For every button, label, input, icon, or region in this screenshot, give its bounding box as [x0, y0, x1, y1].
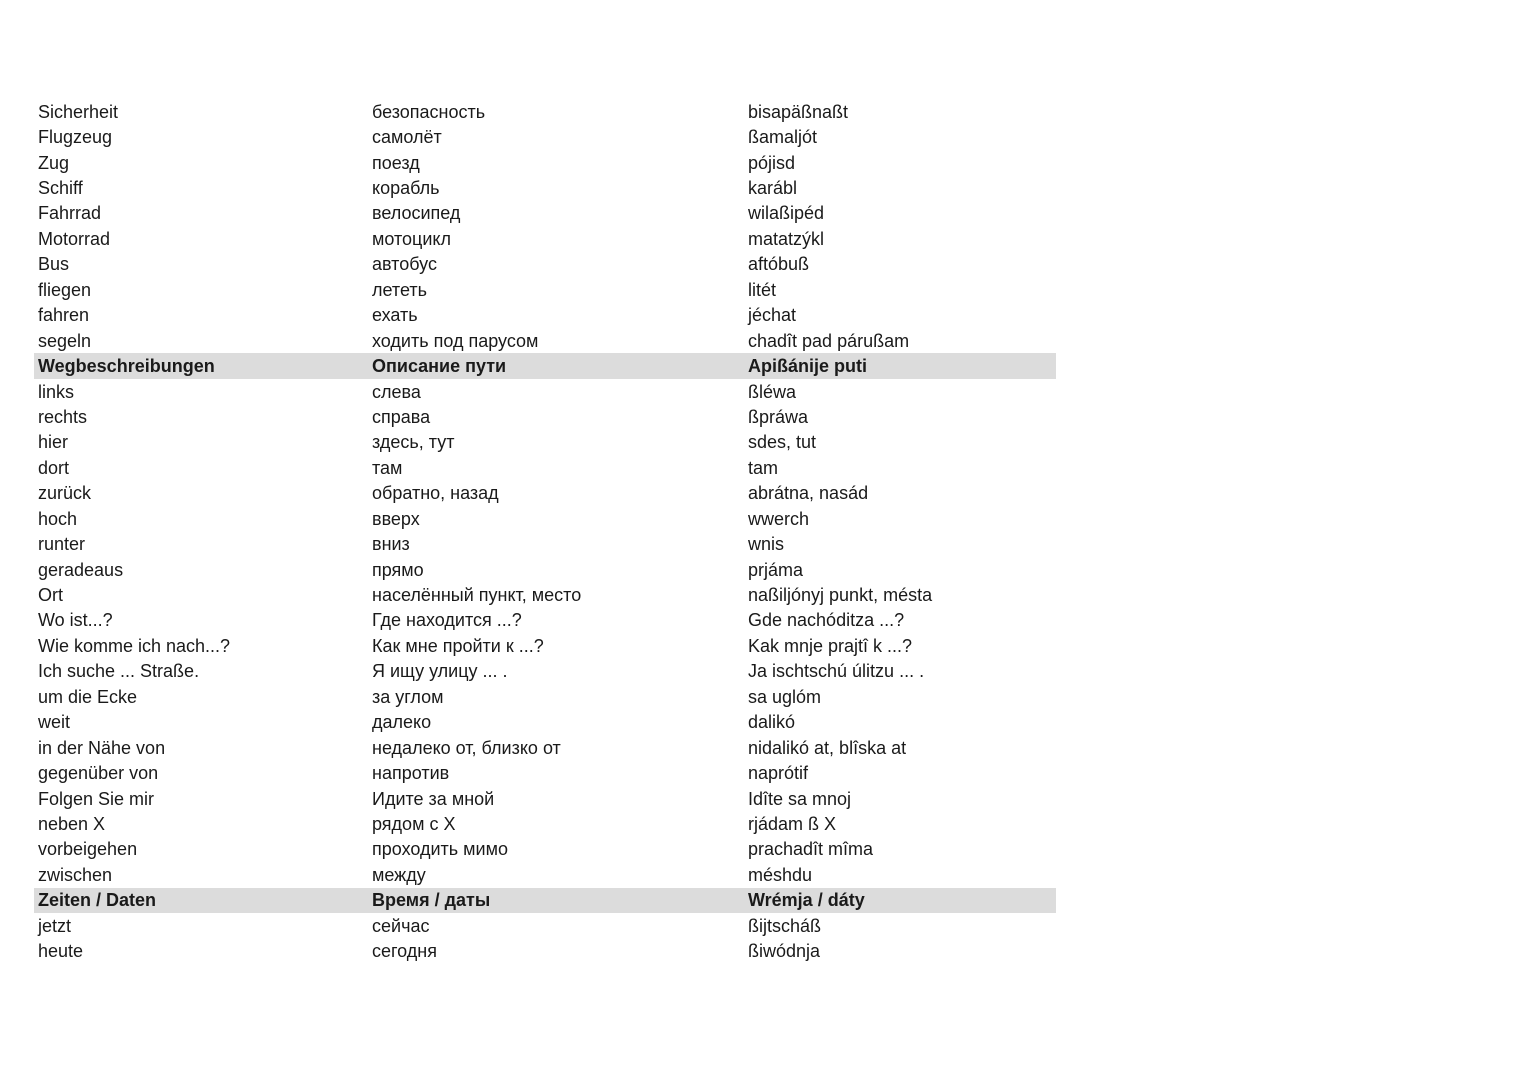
transliteration-cell: méshdu [748, 864, 813, 885]
german-cell: Flugzeug [38, 127, 113, 148]
vocabulary-row [34, 328, 1056, 353]
vocabulary-row [34, 659, 1056, 684]
section-header-german-cell: Wegbeschreibungen [38, 356, 215, 377]
russian-cell: лететь [372, 279, 427, 300]
russian-cell: обратно, назад [372, 483, 499, 504]
transliteration-cell: aftóbuß [748, 254, 810, 275]
russian-cell: далеко [372, 712, 432, 733]
vocabulary-row [34, 557, 1056, 582]
section-header-german-cell: Zeiten / Daten [38, 890, 157, 911]
transliteration-cell: Kak mnje prajtî k ...? [748, 635, 913, 656]
russian-cell: напротив [372, 763, 450, 784]
section-header-transliteration-cell: Wrémja / dáty [748, 890, 865, 911]
german-cell: vorbeigehen [38, 839, 138, 860]
transliteration-cell: bisapäßnaßt [748, 101, 849, 122]
russian-cell: там [372, 457, 403, 478]
german-cell: hoch [38, 508, 78, 529]
russian-cell: проходить мимо [372, 839, 508, 860]
section-header-row [34, 888, 1056, 913]
russian-cell: корабль [372, 178, 440, 199]
german-cell: fliegen [38, 279, 92, 300]
german-cell: zwischen [38, 864, 113, 885]
vocabulary-row [34, 760, 1056, 785]
transliteration-cell: Idîte sa mnoj [748, 788, 852, 809]
german-cell: hier [38, 432, 69, 453]
russian-cell: ходить под парусом [372, 330, 539, 351]
russian-cell: между [372, 864, 426, 885]
transliteration-cell: chadît pad párußam [748, 330, 910, 351]
transliteration-cell: Ja ischtschú úlitzu ... . [748, 661, 925, 682]
transliteration-cell: pójisd [748, 152, 796, 173]
transliteration-cell: rjádam ß X [748, 813, 837, 834]
transliteration-cell: ßijtscháß [748, 915, 822, 936]
russian-cell: слева [372, 381, 421, 402]
transliteration-cell: ßléwa [748, 381, 797, 402]
german-cell: Ort [38, 585, 63, 606]
german-cell: weit [38, 712, 71, 733]
vocabulary-row [34, 481, 1056, 506]
vocabulary-row [34, 938, 1056, 963]
german-cell: Sicherheit [38, 101, 119, 122]
transliteration-cell: abrátna, nasád [748, 483, 869, 504]
vocabulary-row [34, 710, 1056, 735]
vocabulary-row [34, 175, 1056, 200]
german-cell: gegenüber von [38, 763, 159, 784]
german-cell: Bus [38, 254, 70, 275]
transliteration-cell: jéchat [748, 305, 797, 326]
german-cell: neben X [38, 813, 106, 834]
transliteration-cell: nidalikó at, blîska at [748, 737, 907, 758]
transliteration-cell: naßiljónyj punkt, mésta [748, 585, 933, 606]
transliteration-cell: prjáma [748, 559, 804, 580]
russian-cell: поезд [372, 152, 420, 173]
german-cell: fahren [38, 305, 90, 326]
vocabulary-row [34, 150, 1056, 175]
vocabulary-row [34, 608, 1056, 633]
transliteration-cell: ßamaljót [748, 127, 818, 148]
russian-cell: Где находится ...? [372, 610, 522, 631]
transliteration-cell: ßpráwa [748, 406, 809, 427]
vocabulary-row [34, 735, 1056, 760]
transliteration-cell: dalikó [748, 712, 796, 733]
russian-cell: велосипед [372, 203, 461, 224]
vocabulary-row [34, 379, 1056, 404]
german-cell: links [38, 381, 75, 402]
russian-cell: сегодня [372, 941, 437, 962]
section-header-russian-cell: Время / даты [372, 890, 491, 911]
section-header-transliteration-cell: Apißánije puti [748, 356, 867, 377]
german-cell: dort [38, 457, 70, 478]
transliteration-cell: sdes, tut [748, 432, 817, 453]
vocabulary-row [34, 201, 1056, 226]
german-cell: heute [38, 941, 84, 962]
vocabulary-row [34, 430, 1056, 455]
vocabulary-row [34, 124, 1056, 149]
transliteration-cell: karábl [748, 178, 798, 199]
section-header-russian-cell: Описание пути [372, 356, 507, 377]
german-cell: um die Ecke [38, 686, 138, 707]
transliteration-cell: matatzýkl [748, 228, 825, 249]
russian-cell: справа [372, 406, 431, 427]
german-cell: Folgen Sie mir [38, 788, 155, 809]
vocabulary-row [34, 531, 1056, 556]
russian-cell: автобус [372, 254, 437, 275]
russian-cell: прямо [372, 559, 424, 580]
russian-cell: самолёт [372, 127, 442, 148]
german-cell: jetzt [38, 915, 72, 936]
vocabulary-row [34, 684, 1056, 709]
german-cell: Wo ist...? [38, 610, 113, 631]
german-cell: geradeaus [38, 559, 124, 580]
vocabulary-row [34, 99, 1056, 124]
transliteration-cell: naprótif [748, 763, 809, 784]
transliteration-cell: litét [748, 279, 777, 300]
russian-cell: Идите за мной [372, 788, 495, 809]
vocabulary-row [34, 226, 1056, 251]
russian-cell: за углом [372, 686, 444, 707]
german-cell: Ich suche ... Straße. [38, 661, 200, 682]
vocabulary-row [34, 303, 1056, 328]
german-cell: segeln [38, 330, 92, 351]
transliteration-cell: sa uglóm [748, 686, 822, 707]
russian-cell: вниз [372, 534, 410, 555]
russian-cell: Я ищу улицу ... . [372, 661, 508, 682]
german-cell: Fahrrad [38, 203, 102, 224]
russian-cell: вверх [372, 508, 420, 529]
vocabulary-row [34, 582, 1056, 607]
vocabulary-row [34, 633, 1056, 658]
vocabulary-row [34, 837, 1056, 862]
vocabulary-row [34, 455, 1056, 480]
russian-cell: недалеко от, близко от [372, 737, 561, 758]
russian-cell: безопасность [372, 101, 486, 122]
vocabulary-table [34, 99, 1056, 964]
german-cell: Zug [38, 152, 70, 173]
vocabulary-row [34, 252, 1056, 277]
german-cell: rechts [38, 406, 88, 427]
vocabulary-row [34, 913, 1056, 938]
transliteration-cell: wwerch [748, 508, 810, 529]
german-cell: Schiff [38, 178, 83, 199]
russian-cell: сейчас [372, 915, 430, 936]
russian-cell: ехать [372, 305, 418, 326]
transliteration-cell: wnis [748, 534, 785, 555]
russian-cell: рядом с X [372, 813, 456, 834]
transliteration-cell: prachadît mîma [748, 839, 874, 860]
vocabulary-row [34, 277, 1056, 302]
german-cell: zurück [38, 483, 92, 504]
transliteration-cell: wilaßipéd [748, 203, 825, 224]
section-header-row [34, 353, 1056, 378]
transliteration-cell: Gde nachóditza ...? [748, 610, 905, 631]
german-cell: runter [38, 534, 86, 555]
german-cell: Motorrad [38, 228, 111, 249]
vocabulary-row [34, 506, 1056, 531]
transliteration-cell: ßiwódnja [748, 941, 821, 962]
german-cell: Wie komme ich nach...? [38, 635, 231, 656]
german-cell: in der Nähe von [38, 737, 166, 758]
russian-cell: населённый пункт, место [372, 585, 582, 606]
vocabulary-row [34, 786, 1056, 811]
vocabulary-row [34, 404, 1056, 429]
vocabulary-row [34, 811, 1056, 836]
russian-cell: мотоцикл [372, 228, 451, 249]
russian-cell: здесь, тут [372, 432, 455, 453]
vocabulary-row [34, 862, 1056, 887]
russian-cell: Как мне пройти к ...? [372, 635, 544, 656]
transliteration-cell: tam [748, 457, 779, 478]
